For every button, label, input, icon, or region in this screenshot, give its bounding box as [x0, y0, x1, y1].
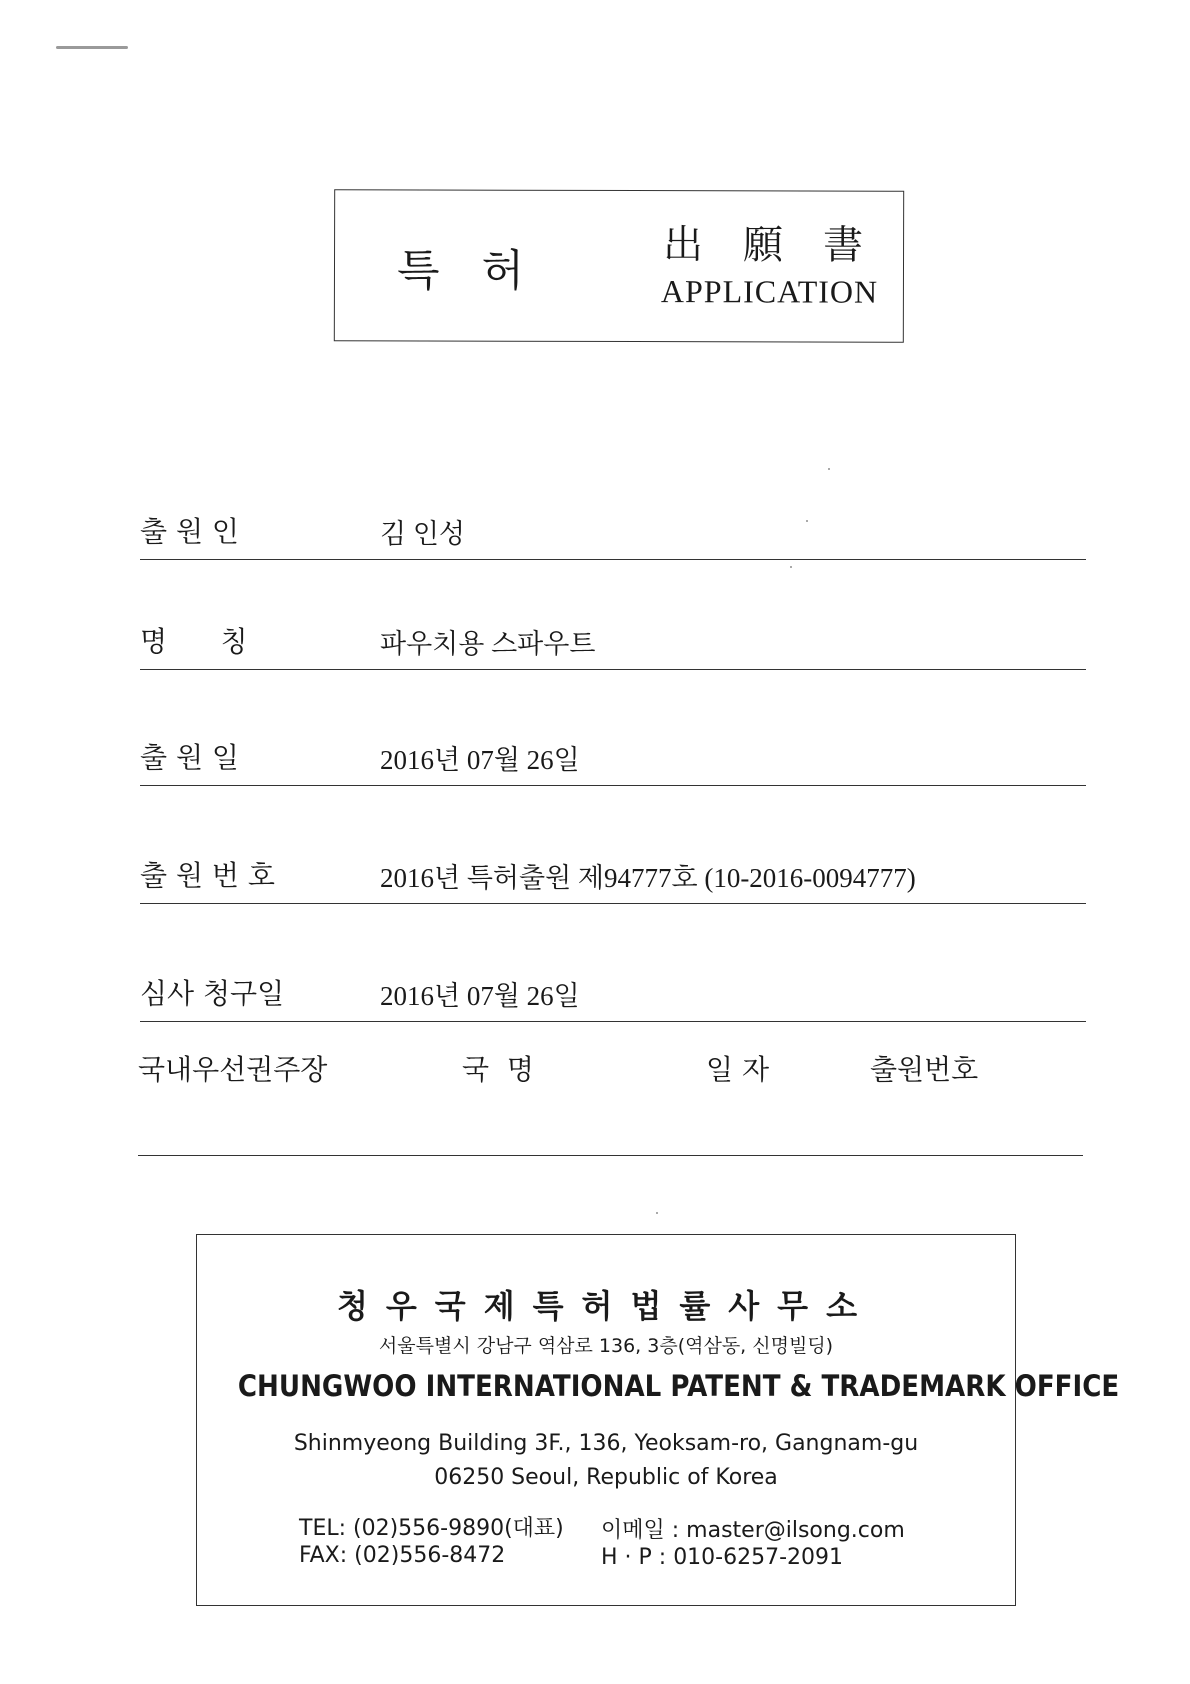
scan-mark — [56, 46, 128, 49]
field-value: 2016년 특허출원 제94777호 (10-2016-0094777) — [380, 863, 916, 893]
field-value: 파우치용 스파우트 — [380, 629, 596, 659]
field-application-number — [140, 844, 1086, 904]
field-applicant — [140, 500, 1086, 560]
scan-speck — [806, 520, 808, 522]
field-label: 출 원 번 호 — [140, 859, 275, 892]
field-label: 심사 청구일 — [140, 977, 285, 1010]
office-email: 이메일 : master@ilsong.com — [601, 1518, 905, 1543]
field-value: 2016년 07월 26일 — [380, 745, 580, 775]
field-label: 출 원 일 — [140, 741, 239, 774]
divider — [140, 785, 1086, 787]
priority-appno-header: 출원번호 — [870, 1053, 979, 1086]
document-title-box — [334, 189, 904, 342]
title-hanja: 出願書 — [662, 222, 904, 269]
law-office-stamp — [196, 1234, 1120, 1606]
field-exam-request-date — [140, 962, 1086, 1022]
field-invention-title — [140, 610, 1086, 670]
field-value: 김 인성 — [380, 519, 465, 549]
field-value: 2016년 07월 26일 — [380, 981, 580, 1011]
title-english: APPLICATION — [660, 273, 879, 310]
divider — [140, 1021, 1086, 1023]
office-fax: FAX: (02)556-8472 — [299, 1543, 506, 1568]
office-hp: H · P : 010-6257-2091 — [601, 1545, 844, 1570]
priority-label: 국내우선권주장 — [138, 1053, 328, 1086]
office-address-korean: 서울특별시 강남구 역삼로 136, 3층(역삼동, 신명빌딩) — [378, 1335, 834, 1357]
scan-speck — [828, 468, 830, 470]
divider — [140, 559, 1086, 561]
title-korean: 특허 — [396, 245, 567, 297]
office-address-english-2: 06250 Seoul, Republic of Korea — [434, 1465, 778, 1490]
office-tel: TEL: (02)556-9890(대표) — [299, 1516, 564, 1541]
divider — [140, 669, 1086, 671]
office-name-korean: 청우국제특허법률사무소 — [336, 1287, 876, 1325]
office-address-english-1: Shinmyeong Building 3F., 136, Yeoksam-ro, Gangnam-gu — [293, 1431, 919, 1456]
field-label: 출 원 인 — [140, 515, 239, 548]
divider — [140, 903, 1086, 905]
scan-speck — [656, 1212, 658, 1214]
priority-country-header: 국 명 — [462, 1053, 534, 1086]
scan-speck — [790, 566, 792, 568]
field-label: 명 칭 — [140, 625, 248, 658]
office-name-english: CHUNGWOO INTERNATIONAL PATENT & TRADEMARK OFFICE — [237, 1369, 1120, 1403]
priority-date-header: 일 자 — [706, 1053, 769, 1086]
divider — [138, 1155, 1083, 1157]
domestic-priority-claim — [138, 1036, 1083, 1156]
field-filing-date — [140, 726, 1086, 786]
